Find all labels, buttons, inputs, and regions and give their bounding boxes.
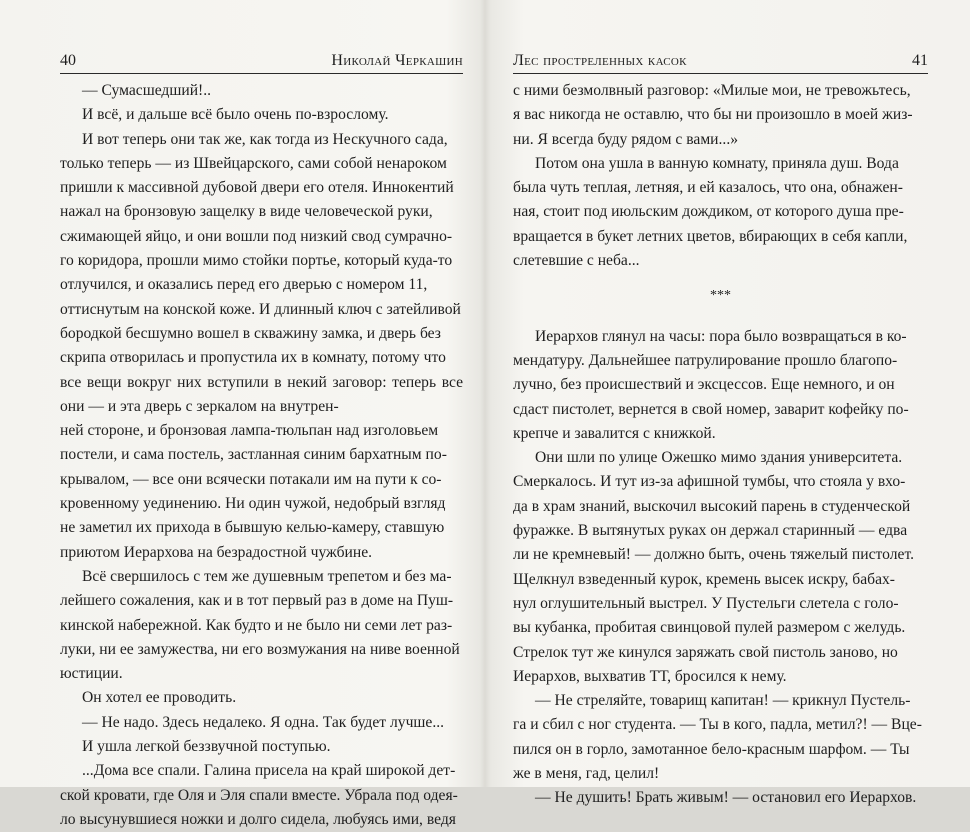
text-line: Всё свершилось с тем же душевным трепетом и без ма- [82,567,452,585]
text-line: вращается в букет летних цветов, вбирающих в себя капли, [513,227,908,245]
left-page-text [60,79,463,832]
text-line: нул оглушительный выстрел. У Пустельги слетела с голо- [513,594,899,612]
text-line: постели, и сама постель, застланная синим бархатным по- [60,446,447,464]
text-line: ная, стоит под июльским дождиком, от которого душа пре- [513,203,904,221]
text-line: приютом Иерархова на безрадостной чужбине. [60,543,373,561]
text-line: — Не душить! Брать живым! — остановил его Иерархов. [535,789,917,807]
text-line: бородкой бесшумно вошел в скважину замка, и дверь без [60,324,441,342]
text-line: сжимающей яйцо, и они вошли под низкий свод сумрачно- [60,227,453,245]
text-line: ло высунувшиеся ножки и долго сидела, любуясь ими, ведя [60,810,456,828]
text-line: ...Дома все спали. Галина присела на край широкой дет- [82,762,456,780]
text-line: пился он в горло, замотанное бело-красным шарфом. — Ты [513,740,910,758]
text-line: ней стороне, и бронзовая лампа-тюльпан над изголовьем [60,422,439,440]
text-line: ли не кремневый! — должно быть, очень тяжелый пистолет. [513,546,914,564]
text-line: И ушла легкой беззвучной поступью. [82,738,331,756]
right-page-header [513,52,928,74]
text-line: была чуть теплая, летняя, и ей казалось, что она, обнажен- [513,179,903,197]
text-line: скрипа отворилась и пропустила их в комнату, потому что [60,349,446,367]
text-line: го коридора, прошли мимо стойки портье, который куда-то [60,252,453,270]
text-line: Они шли по улице Ожешко мимо здания университета. [535,449,903,467]
text-line: Он хотел ее проводить. [82,689,237,707]
text-line: И всё, и дальше всё было очень по-взрослому. [82,106,389,124]
text-line: вы кубанка, пробитая свинцовой пулей размером с желудь. [513,619,906,637]
text-line: луки, ни ее замужества, ни его возмужания на ниве военной [60,640,460,658]
left-page-number: 40 [60,52,76,69]
left-page-header [60,52,463,74]
text-line: все вещи вокруг них вступили в некий заговор: теперь все они — и эта дверь с зеркалом на внутрен- [60,373,463,415]
text-line: слетевшие с неба... [513,252,640,270]
text-line: ни. Я всегда буду рядом с вами...» [513,130,739,148]
text-line: га и сбил с ног студента. — Ты в кого, падла, метил?! — Вце- [513,716,922,734]
right-page-text [513,79,928,811]
text-line: лучно, без происшествий и эксцессов. Еще немного, и он [513,376,895,394]
text-line: да в храм знаний, выскочил высокий парень в студенческой [513,497,911,515]
text-line: Смеркалось. И тут из-за афишной тумбы, что стояла у вхо- [513,473,906,491]
left-page [0,0,485,828]
text-line: лейшего сожаления, как и в тот первый раз в доме на Пуш- [60,592,454,610]
text-line: пришли к массивной дубовой двери его отеля. Иннокентий [60,179,454,197]
text-line: с ними безмолвный разговор: «Милые мои, не тревожьтесь, [513,82,911,99]
right-page-number: 41 [912,52,928,69]
text-line: только теперь — из Швейцарского, сами собой ненароком [60,154,447,172]
text-line: мендатуру. Дальнейшее патрулирование прошло благопо- [513,351,898,369]
text-line: нажал на бронзовую защелку в виде человеческой руки, [60,203,433,221]
text-line: я вас никогда не оставлю, что бы ни произошло в моей жиз- [513,106,913,124]
text-line: ской кровати, где Оля и Эля спали вместе. Убрала под одея- [60,786,458,804]
text-line: И вот теперь они так же, как тогда из Нескучного сада, [82,130,448,148]
text-line: крывалом, — все они всячески потакали им на пути к со- [60,470,442,488]
text-line: Иерархов, выхватив ТТ, бросился к нему. [513,667,787,685]
text-line: юстиции. [60,665,123,683]
text-line: кинской набережной. Как будто и не было ни семи лет раз- [60,616,453,634]
right-page [485,0,970,807]
text-line: — Сумасшедший!.. [82,82,212,99]
text-line: Стрелок тут же кинулся заряжать свой пистоль заново, но [513,643,898,661]
right-running-title: Лес простреленных касок [513,52,687,69]
text-line: не заметил их прихода в бывшую келью-камеру, ставшую [60,519,445,537]
text-line: — Не надо. Здесь недалеко. Я одна. Так будет лучше... [82,713,445,731]
text-line: отлучился, и оказались перед его дверью с номером 11, [60,276,428,294]
text-line: сдаст пистолет, вернется в свой номер, заварит кофейку по- [513,400,909,418]
text-line: кровенному уединению. Ни один чужой, недобрый взгляд [60,495,446,513]
text-line: крепче и завалится с книжкой. [513,424,716,442]
text-line: — Не стреляйте, товарищ капитан! — крикнул Пустель- [535,692,911,710]
text-line: Щелкнул взведенный курок, кремень высек искру, бабах- [513,570,895,588]
text-line: фуражке. В вытянутых руках он держал старинный — едва [513,522,908,540]
section-separator: *** [710,288,731,304]
text-line: оттиснутым на конской коже. И длинный ключ с затейливой [60,300,461,318]
text-line: же в меня, гад, целил! [513,765,660,783]
left-running-title: Николай Черкашин [331,52,463,69]
text-line: Потом она ушла в ванную комнату, приняла душ. Вода [535,154,899,172]
text-line: Иерархов глянул на часы: пора было возвращаться в ко- [535,327,907,345]
